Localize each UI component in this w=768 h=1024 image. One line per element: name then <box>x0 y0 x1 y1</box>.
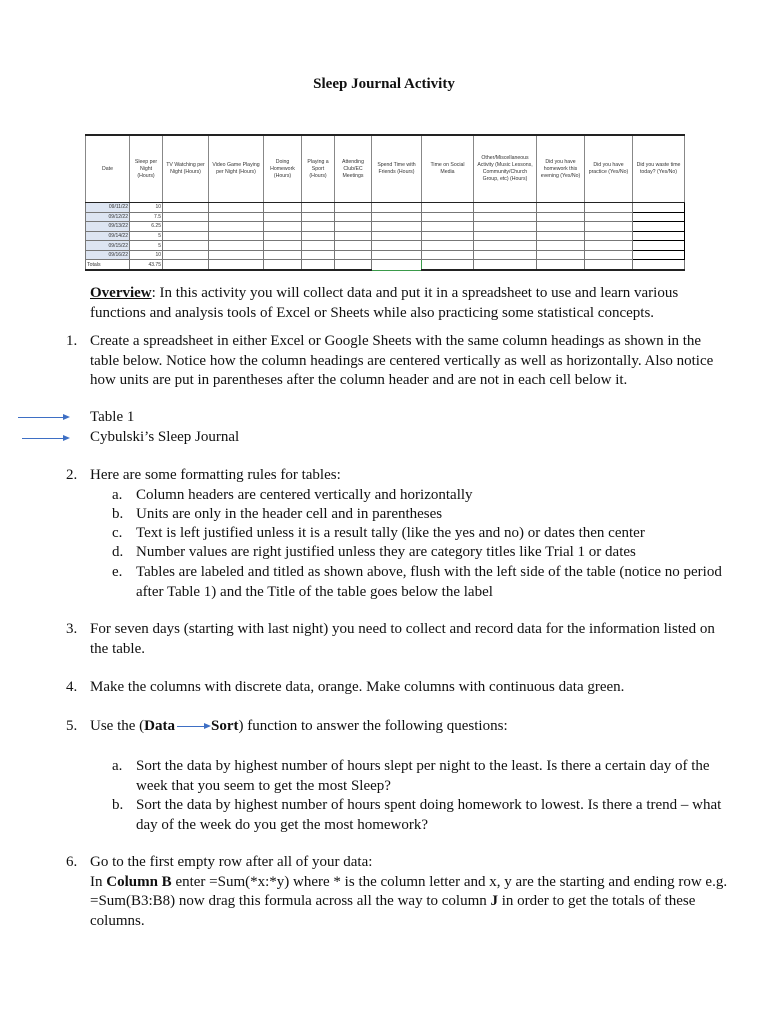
sub-letter: c. <box>112 525 123 541</box>
sub-text: Sort the data by highest number of hours slept per night to the least. Is there a certain day of the week that you seem to get the most Sleep? <box>136 758 710 794</box>
sleep-cell: 6.25 <box>130 222 163 232</box>
sub-text: Number values are right justified unless they are category titles like Trial 1 or dates <box>136 544 636 560</box>
sub-letter: a. <box>112 758 123 774</box>
header-cell: Time on Social Media <box>422 135 474 203</box>
item-text <box>90 853 730 931</box>
sub-letter: b. <box>112 797 124 813</box>
date-cell: 09/11/22 <box>86 203 130 213</box>
column-b-label: Column B <box>106 873 172 890</box>
sleep-cell: 7.5 <box>130 212 163 222</box>
document-title: Sleep Journal Activity <box>313 76 455 92</box>
item-text-end: in order to get the totals of these columns. <box>90 893 696 929</box>
item-text: Create a spreadsheet in either Excel or Google Sheets with the same column headings as shown in the table below. Notice how the column headings are centered vertically as well as horizontally. Also notice how units are put in parentheses after the column header and are not in each cell below it. <box>90 333 714 388</box>
item-number: 5. <box>66 718 78 734</box>
header-cell: Date <box>86 135 130 203</box>
sleep-cell: 5 <box>130 231 163 241</box>
table-label: Table 1 <box>90 409 135 425</box>
header-cell: Playing a Sport (Hours) <box>302 135 335 203</box>
arrow-right-icon <box>18 417 64 418</box>
date-cell: 09/13/22 <box>86 222 130 232</box>
header-cell: Did you waste time today? (Yes/No) <box>633 135 685 203</box>
date-cell: 09/16/22 <box>86 250 130 260</box>
overview-label: Overview <box>90 285 152 301</box>
totals-label: Totals <box>86 260 130 270</box>
arrow-right-icon <box>175 720 211 730</box>
column-j-label: J <box>490 893 498 909</box>
item-text-line1: Go to the first empty row after all of your data: <box>90 854 373 870</box>
data-menu-label: Data <box>144 718 175 734</box>
item-number: 6. <box>66 854 78 870</box>
overview-text: : In this activity you will collect data and put it in a spreadsheet to use and learn various functions and analysis tools of Excel or Sheets while also practicing some statistical concepts. <box>90 285 679 321</box>
item-text: Make the columns with discrete data, orange. Make columns with continuous data green. <box>90 679 625 695</box>
sub-text: Units are only in the header cell and in parentheses <box>136 506 443 522</box>
sleep-cell: 10 <box>130 203 163 213</box>
date-cell: 09/14/22 <box>86 231 130 241</box>
table-row <box>86 212 685 222</box>
table-title: Cybulski’s Sleep Journal <box>90 429 240 445</box>
sort-menu-label: Sort <box>210 718 239 734</box>
item-number: 4. <box>66 679 78 695</box>
overview-paragraph <box>90 284 730 323</box>
item-number: 3. <box>66 621 78 637</box>
header-cell: TV Watching per Night (Hours) <box>163 135 209 203</box>
header-cell: Did you have practice (Yes/No) <box>585 135 633 203</box>
sub-letter: a. <box>112 487 123 503</box>
item-text-pre: Use the ( <box>90 718 145 734</box>
item-text-post: ) function to answer the following questions: <box>238 718 508 734</box>
sleep-journal-sheet <box>85 134 685 271</box>
arrow-right-icon <box>22 438 64 439</box>
item-number: 1. <box>66 333 78 349</box>
sleep-cell: 10 <box>130 250 163 260</box>
item-text <box>90 717 730 737</box>
sub-letter: d. <box>112 544 124 560</box>
sheet-header-row <box>86 135 685 203</box>
sub-text: Column headers are centered vertically and horizontally <box>136 487 473 503</box>
table-row <box>86 231 685 241</box>
item-number: 2. <box>66 467 78 483</box>
header-cell: Other/Miscellaneous Activity (Music Lessons, Community/Church Group, etc) (Hours) <box>474 135 537 203</box>
header-cell: Doing Homework (Hours) <box>264 135 302 203</box>
table-row <box>86 222 685 232</box>
header-cell: Video Game Playing per Night (Hours) <box>209 135 264 203</box>
totals-row <box>86 260 685 270</box>
header-cell: Spend Time with Friends (Hours) <box>372 135 422 203</box>
item-text-mid: enter =Sum(*x:*y) where * is the column letter and x, y are the starting and ending row e.g. =Sum(B3:B8) now drag this formula across all the way to column <box>90 873 728 909</box>
sub-text: Tables are labeled and titled as shown above, flush with the left side of the table (notice no period after Table 1) and the Title of the table goes below the label <box>136 564 722 600</box>
header-cell: Attending Club/EC Meetings <box>335 135 372 203</box>
table-row <box>86 241 685 251</box>
table-row <box>86 203 685 213</box>
header-cell: Sleep per Night (Hours) <box>130 135 163 203</box>
item-text: For seven days (starting with last night) you need to collect and record data for the information listed on the table. <box>90 621 715 657</box>
sub-text: Sort the data by highest number of hours spent doing homework to lowest. Is there a trend – what day of the week do you get the most homework? <box>136 797 722 833</box>
item-text: Here are some formatting rules for tables: <box>90 467 341 483</box>
sub-text: Text is left justified unless it is a result tally (like the yes and no) or dates then center <box>136 525 645 541</box>
spreadsheet-screenshot <box>85 134 684 271</box>
table-row <box>86 250 685 260</box>
sleep-cell: 5 <box>130 241 163 251</box>
totals-value: 43.75 <box>130 260 163 270</box>
date-cell: 09/15/22 <box>86 241 130 251</box>
sub-letter: b. <box>112 506 124 522</box>
date-cell: 09/12/22 <box>86 212 130 222</box>
item-text-in: In <box>90 873 107 890</box>
header-cell: Did you have homework this evening (Yes/No) <box>537 135 585 203</box>
sub-letter: e. <box>112 564 123 580</box>
